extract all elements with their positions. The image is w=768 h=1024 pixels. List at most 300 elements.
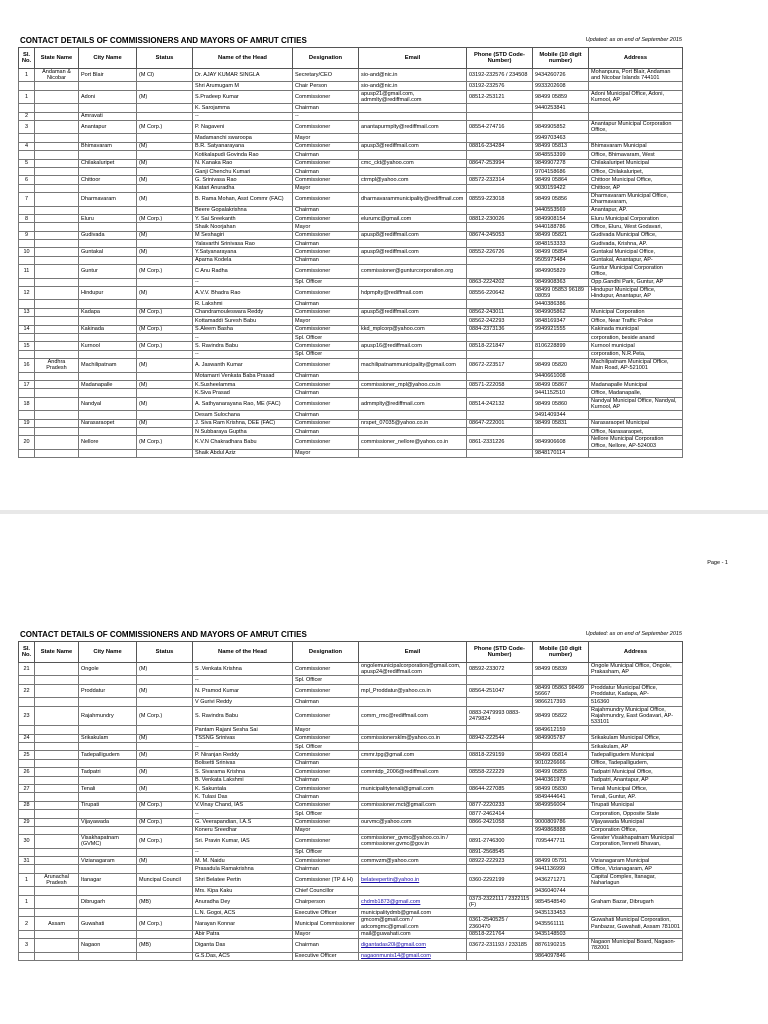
cell-mobile: 9436040744 xyxy=(533,887,589,895)
cell-mobile: 98499 05863 98499 56667 xyxy=(533,684,589,697)
table-row xyxy=(19,317,683,325)
cell-city xyxy=(79,742,137,750)
cell-phone: 03672-231193 / 233185 xyxy=(467,939,533,952)
cell-desig: Chief Councillor xyxy=(293,887,359,895)
cell-email xyxy=(359,895,467,908)
cell-sl: 28 xyxy=(19,801,35,809)
cell-mobile: 98499 05830 xyxy=(533,784,589,792)
cell-phone: 08647-222001 xyxy=(467,419,533,427)
cell-sl: 27 xyxy=(19,784,35,792)
cell-city xyxy=(79,411,137,419)
table-row xyxy=(19,167,683,175)
cell-phone xyxy=(467,350,533,358)
table-row xyxy=(19,810,683,818)
cell-sl: 18 xyxy=(19,397,35,410)
cell-phone xyxy=(467,793,533,801)
column-header: Email xyxy=(359,642,467,663)
cell-status: (M) xyxy=(137,287,193,300)
cell-state xyxy=(35,142,79,150)
cell-phone: 0861-2331226 xyxy=(467,436,533,449)
cell-name: K. Sakuntala xyxy=(193,784,293,792)
cell-email xyxy=(359,317,467,325)
cell-name: A. Jaswanth Kumar xyxy=(193,359,293,372)
cell-city xyxy=(79,389,137,397)
cell-phone xyxy=(467,151,533,159)
cell-status xyxy=(137,240,193,248)
cell-status: (MB) xyxy=(137,939,193,952)
cell-phone xyxy=(467,134,533,142)
cell-desig: Commissioner xyxy=(293,663,359,676)
cell-sl: 3 xyxy=(19,939,35,952)
cell-mobile: 9849905852 xyxy=(533,120,589,133)
cell-city: Tirupati xyxy=(79,801,137,809)
updated-note: Updated: as on end of September 2015 xyxy=(585,631,682,637)
cell-state xyxy=(35,684,79,697)
cell-mobile: 9848553399 xyxy=(533,151,589,159)
cell-mobile: 9505973484 xyxy=(533,256,589,264)
cell-state xyxy=(35,325,79,333)
cell-desig: Chairman xyxy=(293,104,359,112)
cell-state xyxy=(35,389,79,397)
cell-phone xyxy=(467,826,533,834)
cell-addr: Guntakal Municipal Office, xyxy=(589,248,683,256)
cell-phone: 08514-242132 xyxy=(467,397,533,410)
cell-phone: 08556-220642 xyxy=(467,287,533,300)
cell-city: Tenali xyxy=(79,784,137,792)
cell-phone: 08559-223018 xyxy=(467,193,533,206)
cell-city: Vizianagaram xyxy=(79,857,137,865)
cell-city xyxy=(79,930,137,938)
cell-desig: Mayor xyxy=(293,223,359,231)
cell-email xyxy=(359,184,467,192)
cell-mobile: 9949868888 xyxy=(533,826,589,834)
page-number: Page - 1 xyxy=(707,560,728,566)
email-link[interactable]: nagaonmunis14@gmail.com xyxy=(361,953,431,960)
cell-sl: 24 xyxy=(19,734,35,742)
cell-state xyxy=(35,278,79,286)
cell-phone: 08552-226726 xyxy=(467,248,533,256)
cell-phone: 03192-232576 xyxy=(467,82,533,90)
cell-state xyxy=(35,857,79,865)
cell-desig: Spl. Officer xyxy=(293,810,359,818)
cell-city: Madanapalle xyxy=(79,381,137,389)
cell-desig: Mayor xyxy=(293,134,359,142)
cell-email xyxy=(359,742,467,750)
cell-sl xyxy=(19,278,35,286)
cell-email xyxy=(359,300,467,308)
cell-desig: Chairman xyxy=(293,167,359,175)
table-row xyxy=(19,104,683,112)
cell-email xyxy=(359,726,467,734)
cell-city: Itanagar xyxy=(79,873,137,886)
cell-phone: 08558-222229 xyxy=(467,768,533,776)
column-header: Phone (STD Code-Number) xyxy=(467,642,533,663)
cell-status: (M) xyxy=(137,784,193,792)
cell-name: -- xyxy=(193,676,293,684)
cell-status: (M) xyxy=(137,663,193,676)
cell-status: (M) xyxy=(137,142,193,150)
cell-sl xyxy=(19,104,35,112)
email-link[interactable]: digantadas20l@gmail.com xyxy=(361,942,426,949)
cell-city: Guntur xyxy=(79,265,137,278)
cell-mobile: 9849612159 xyxy=(533,726,589,734)
cell-state xyxy=(35,381,79,389)
cell-addr: Municipal Corporation xyxy=(589,308,683,316)
cell-status: (M) xyxy=(137,684,193,697)
cell-email: apusp8@rediffmail.com xyxy=(359,231,467,239)
cell-addr: Gudivada Municipal Office, xyxy=(589,231,683,239)
table-row xyxy=(19,663,683,676)
cell-state xyxy=(35,734,79,742)
cell-status: (M) xyxy=(137,176,193,184)
cell-name: Madamanchi swaroopa xyxy=(193,134,293,142)
cell-email xyxy=(359,939,467,952)
cell-mobile: 9854548540 xyxy=(533,895,589,908)
cell-phone xyxy=(467,112,533,120)
cell-email: apusp5@rediffmail.com xyxy=(359,308,467,316)
cell-name: R. Lakshmi xyxy=(193,300,293,308)
cell-phone: 08672-223517 xyxy=(467,359,533,372)
table-row xyxy=(19,917,683,930)
table-row xyxy=(19,835,683,848)
cell-sl xyxy=(19,427,35,435)
cell-name: Katari Anuradha xyxy=(193,184,293,192)
cell-status xyxy=(137,206,193,214)
cell-state xyxy=(35,865,79,873)
table-row xyxy=(19,909,683,917)
cell-name: S. Ravindra Babu xyxy=(193,342,293,350)
cell-email xyxy=(359,112,467,120)
cell-addr xyxy=(589,726,683,734)
cell-state xyxy=(35,784,79,792)
table-row xyxy=(19,873,683,886)
cell-phone xyxy=(467,223,533,231)
cell-status: (M Cl) xyxy=(137,69,193,82)
column-header: Phone (STD Code-Number) xyxy=(467,48,533,69)
cell-sl: 26 xyxy=(19,768,35,776)
cell-addr: Kurnool municipal xyxy=(589,342,683,350)
cell-desig: Chairman xyxy=(293,865,359,873)
cell-name: V Gurivi Reddy xyxy=(193,698,293,706)
cell-sl xyxy=(19,793,35,801)
cell-city: Port Blair xyxy=(79,69,137,82)
cell-status: (M) xyxy=(137,159,193,167)
cell-email xyxy=(359,372,467,380)
cell-email: commissioner@gunturcorporation.org xyxy=(359,265,467,278)
cell-state xyxy=(35,909,79,917)
cell-state: Assam xyxy=(35,917,79,930)
cell-mobile: 98499 05860 xyxy=(533,397,589,410)
cell-desig: Commissioner xyxy=(293,751,359,759)
cell-phone xyxy=(467,300,533,308)
cell-status xyxy=(137,676,193,684)
cell-addr xyxy=(589,848,683,856)
cell-addr: Proddatur Municipal Office, Proddatur, Kadapa, AP- xyxy=(589,684,683,697)
cell-addr: Madanapalle Municipal xyxy=(589,381,683,389)
cell-status xyxy=(137,759,193,767)
cell-status: (M) xyxy=(137,248,193,256)
cell-desig: Commissioner xyxy=(293,159,359,167)
cell-status xyxy=(137,184,193,192)
cell-name: Aparna Kodela xyxy=(193,256,293,264)
cell-name: B.R. Satyanarayana xyxy=(193,142,293,150)
table-body xyxy=(19,663,683,961)
table-row xyxy=(19,826,683,834)
cell-desig: Chairman xyxy=(293,759,359,767)
cell-sl: 23 xyxy=(19,706,35,726)
cell-mobile: 98499 05853 96189 08059 xyxy=(533,287,589,300)
cell-desig: Mayor xyxy=(293,449,359,457)
table-row xyxy=(19,334,683,342)
cell-status: (M Corp.) xyxy=(137,801,193,809)
column-header: State Name xyxy=(35,48,79,69)
cell-mobile xyxy=(533,112,589,120)
table-row xyxy=(19,818,683,826)
cell-state xyxy=(35,300,79,308)
contacts-table xyxy=(18,641,683,961)
cell-name: Koneru Sreedhar xyxy=(193,826,293,834)
cell-mobile: 98499 05814 xyxy=(533,751,589,759)
cell-addr: Tirupati Municipal xyxy=(589,801,683,809)
table-row xyxy=(19,427,683,435)
cell-city: Tadepalligudem xyxy=(79,751,137,759)
table-row xyxy=(19,112,683,120)
cell-city xyxy=(79,151,137,159)
cell-addr: Guntur Municipal Corporation Office, xyxy=(589,265,683,278)
cell-addr: Guntakal, Anantapur, AP- xyxy=(589,256,683,264)
cell-city xyxy=(79,726,137,734)
cell-name: -- xyxy=(193,334,293,342)
cell-sl: 4 xyxy=(19,142,35,150)
cell-email xyxy=(359,887,467,895)
cell-desig: Commissioner xyxy=(293,308,359,316)
cell-phone: 08554-274716 xyxy=(467,120,533,133)
cell-desig: Chairman xyxy=(293,372,359,380)
cell-desig: Commissioner xyxy=(293,684,359,697)
table-body xyxy=(19,69,683,458)
column-header: Designation xyxy=(293,48,359,69)
table-row xyxy=(19,256,683,264)
cell-mobile xyxy=(533,848,589,856)
cell-sl: 17 xyxy=(19,381,35,389)
cell-email: mpl_Proddatur@yahoo.co.in xyxy=(359,684,467,697)
cell-city xyxy=(79,887,137,895)
cell-addr: Srikakulam Municipal Office, xyxy=(589,734,683,742)
cell-state xyxy=(35,835,79,848)
cell-status xyxy=(137,300,193,308)
cell-name: Abir Patra xyxy=(193,930,293,938)
cell-state xyxy=(35,698,79,706)
cell-sl: 14 xyxy=(19,325,35,333)
cell-name: S .Venkata Krishna xyxy=(193,663,293,676)
cell-desig: Chairman xyxy=(293,256,359,264)
cell-sl: 8 xyxy=(19,214,35,222)
cell-phone xyxy=(467,865,533,873)
table-row xyxy=(19,848,683,856)
cell-city: Nandyal xyxy=(79,397,137,410)
cell-state xyxy=(35,939,79,952)
cell-email xyxy=(359,334,467,342)
cell-addr: Eluru Municipal Corporation xyxy=(589,214,683,222)
cell-status: (M Corp.) xyxy=(137,325,193,333)
cell-status xyxy=(137,104,193,112)
cell-name: Kottamaddi Suresh Babu xyxy=(193,317,293,325)
cell-mobile: 9010226666 xyxy=(533,759,589,767)
table-row xyxy=(19,676,683,684)
cell-state xyxy=(35,223,79,231)
cell-mobile: 9864097846 xyxy=(533,952,589,960)
cell-desig: Commissioner xyxy=(293,801,359,809)
cell-city: Eluru xyxy=(79,214,137,222)
cell-status xyxy=(137,930,193,938)
cell-name: P. Niranjan Reddy xyxy=(193,751,293,759)
cell-sl xyxy=(19,134,35,142)
cell-city: Nellore xyxy=(79,436,137,449)
cell-addr: Anantapur Municipal Corporation Office, xyxy=(589,120,683,133)
table-row xyxy=(19,768,683,776)
cell-sl: 19 xyxy=(19,419,35,427)
cell-city xyxy=(79,372,137,380)
cell-mobile: 98499 05867 xyxy=(533,381,589,389)
cell-mobile: 98499 05831 xyxy=(533,419,589,427)
cell-state: Andhra Pradesh xyxy=(35,359,79,372)
cell-email xyxy=(359,134,467,142)
column-header: Name of the Head xyxy=(193,642,293,663)
cell-email: commissioner_mpl@yahoo.co.in xyxy=(359,381,467,389)
cell-name: K. Tulasi Das xyxy=(193,793,293,801)
cell-phone xyxy=(467,887,533,895)
cell-status: (M Corp.) xyxy=(137,120,193,133)
cell-name: A.V.V. Bhadra Rao xyxy=(193,287,293,300)
cell-email xyxy=(359,278,467,286)
cell-name: G. Srinivasa Rao xyxy=(193,176,293,184)
cell-state xyxy=(35,826,79,834)
cell-city xyxy=(79,317,137,325)
column-header: Designation xyxy=(293,642,359,663)
cell-email xyxy=(359,223,467,231)
cell-addr: Adoni Municipal Office, Adoni, Kurnool, AP xyxy=(589,90,683,103)
cell-email xyxy=(359,256,467,264)
cell-desig: Chairman xyxy=(293,389,359,397)
cell-state xyxy=(35,952,79,960)
cell-addr xyxy=(589,104,683,112)
cell-desig: Commissioner xyxy=(293,835,359,848)
cell-city: Guntakal xyxy=(79,248,137,256)
cell-desig: Secretary/CEO xyxy=(293,69,359,82)
cell-mobile: 9436271271 xyxy=(533,873,589,886)
cell-name: Diganta Das xyxy=(193,939,293,952)
cell-name: -- xyxy=(193,810,293,818)
cell-name: M. M. Naidu xyxy=(193,857,293,865)
cell-sl xyxy=(19,240,35,248)
cell-status xyxy=(137,256,193,264)
column-header: Name of the Head xyxy=(193,48,293,69)
cell-sl xyxy=(19,449,35,457)
cell-sl: 16 xyxy=(19,359,35,372)
table-row xyxy=(19,231,683,239)
cell-state xyxy=(35,134,79,142)
cell-name: N. Pramod Kumar xyxy=(193,684,293,697)
cell-status xyxy=(137,698,193,706)
cell-email: commissionersklm@yahoo.co.in xyxy=(359,734,467,742)
cell-addr: Dharmavaram Municipal Office, Dharmavaram, xyxy=(589,193,683,206)
cell-state xyxy=(35,112,79,120)
cell-state xyxy=(35,818,79,826)
email-link[interactable]: chdmb1873@gmail.com xyxy=(361,898,421,905)
table-row xyxy=(19,142,683,150)
cell-sl xyxy=(19,887,35,895)
cell-email: commissioner_nellore@yahoo.co.in xyxy=(359,436,467,449)
cell-sl xyxy=(19,300,35,308)
cell-addr xyxy=(589,909,683,917)
cell-addr xyxy=(589,449,683,457)
cell-desig: Commissioner xyxy=(293,214,359,222)
table-row xyxy=(19,684,683,697)
cell-city: Srikakulam xyxy=(79,734,137,742)
cell-addr xyxy=(589,82,683,90)
cell-phone: 03192-232576 / 234508 xyxy=(467,69,533,82)
cell-name: Narayan Konnar xyxy=(193,917,293,930)
cell-city xyxy=(79,810,137,818)
cell-email xyxy=(359,427,467,435)
cell-desig: Chairman xyxy=(293,300,359,308)
cell-email: apusp21@gmail.com, admmlty@rediffmail.com xyxy=(359,90,467,103)
cell-phone xyxy=(467,776,533,784)
cell-addr: Machilipatnam Municipal Office, Main Road, AP-521001 xyxy=(589,359,683,372)
cell-desig: Spl. Officer xyxy=(293,334,359,342)
cell-mobile: 9435148503 xyxy=(533,930,589,938)
cell-email: commtdp_2006@rediffmail.com xyxy=(359,768,467,776)
cell-city: Proddatur xyxy=(79,684,137,697)
cell-sl: 13 xyxy=(19,308,35,316)
table-header xyxy=(19,48,683,69)
cell-status xyxy=(137,449,193,457)
cell-email xyxy=(359,848,467,856)
cell-desig: Commissioner xyxy=(293,325,359,333)
cell-status: (M Corp.) xyxy=(137,265,193,278)
cell-email: commissioner.mct@gmail.com xyxy=(359,801,467,809)
cell-addr: Vijayawada Municipal xyxy=(589,818,683,826)
cell-desig: Spl. Officer xyxy=(293,676,359,684)
cell-desig: Chairman xyxy=(293,427,359,435)
cell-email xyxy=(359,776,467,784)
cell-addr: Tadpatri, Anantapur, AP xyxy=(589,776,683,784)
cell-state xyxy=(35,248,79,256)
cell-mobile: 9848153333 xyxy=(533,240,589,248)
cell-state xyxy=(35,184,79,192)
cell-name: Bolisetti Srinivas xyxy=(193,759,293,767)
cell-email: sio-and@nic.in xyxy=(359,69,467,82)
cell-state xyxy=(35,895,79,908)
cell-phone: 08644-227085 xyxy=(467,784,533,792)
cell-name: C Anu Radha xyxy=(193,265,293,278)
cell-status: (M Corp.) xyxy=(137,308,193,316)
cell-desig: Spl. Officer xyxy=(293,848,359,856)
cell-name: -- xyxy=(193,112,293,120)
cell-email xyxy=(359,104,467,112)
cell-sl: 9 xyxy=(19,231,35,239)
cell-desig: Commissioner xyxy=(293,359,359,372)
cell-sl xyxy=(19,930,35,938)
cell-status xyxy=(137,887,193,895)
cell-city xyxy=(79,104,137,112)
cell-sl: 21 xyxy=(19,663,35,676)
cell-mobile: 9441136999 xyxy=(533,865,589,873)
cell-desig: Spl. Officer xyxy=(293,278,359,286)
email-link[interactable]: belateepertin@yahoo.in xyxy=(361,876,420,883)
cell-phone: 0891-2568545 xyxy=(467,848,533,856)
cell-city xyxy=(79,278,137,286)
